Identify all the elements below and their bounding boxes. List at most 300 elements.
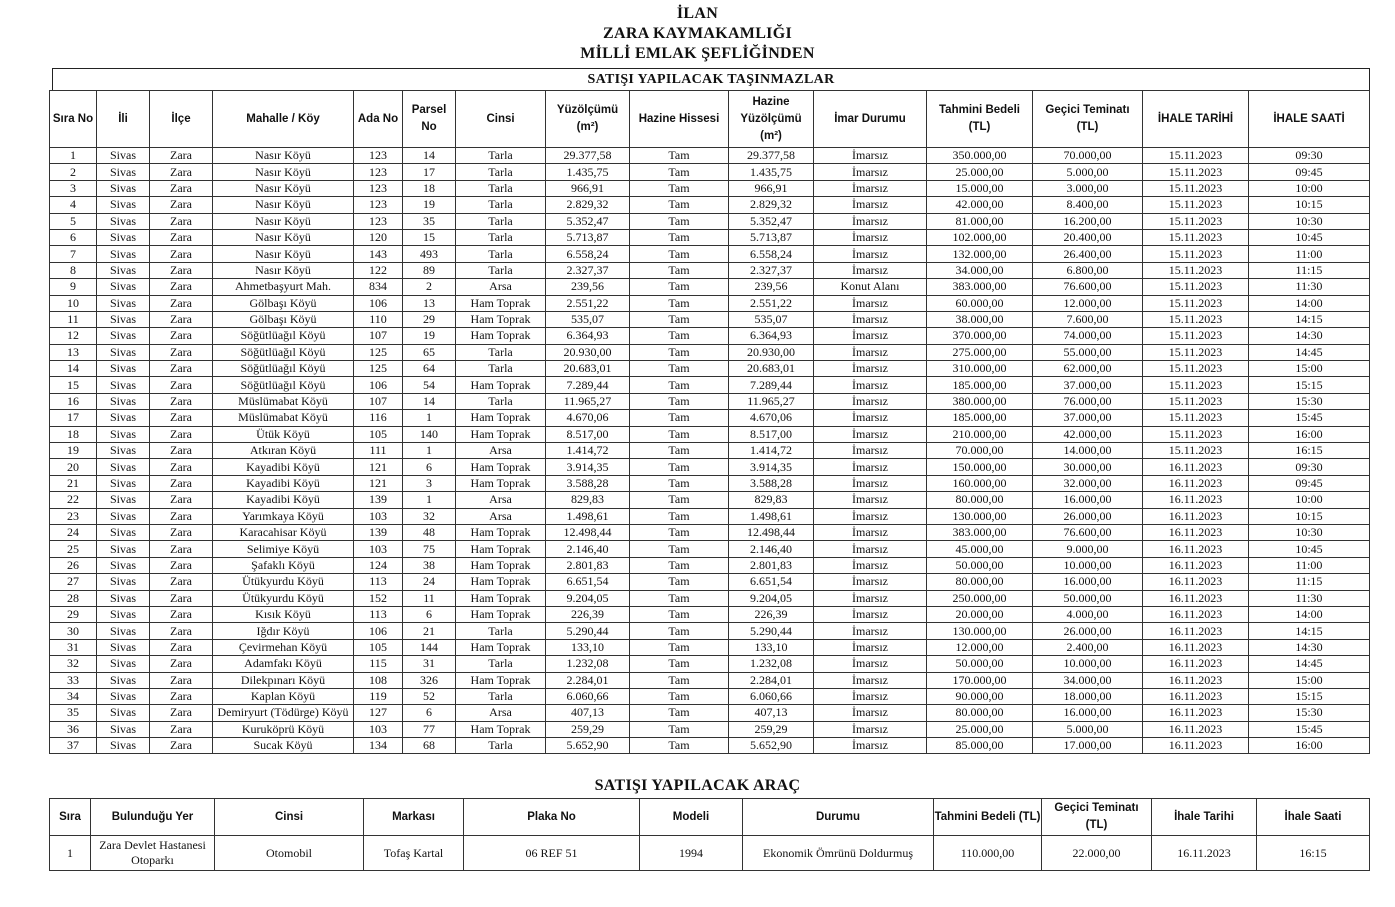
property-table-cell: İmarsız bbox=[814, 180, 927, 196]
property-table-cell: 6.558,24 bbox=[546, 246, 630, 262]
property-table-cell: Tam bbox=[630, 508, 729, 524]
property-table-cell: 2.829,32 bbox=[546, 197, 630, 213]
property-column-header: Parsel No bbox=[403, 91, 456, 148]
property-table-cell: Tam bbox=[630, 541, 729, 557]
property-table-row bbox=[50, 688, 1370, 704]
property-table-cell: 20.000,00 bbox=[927, 606, 1033, 622]
property-table-cell: Zara bbox=[150, 492, 213, 508]
property-table-cell: Tam bbox=[630, 246, 729, 262]
property-table-cell: 15.11.2023 bbox=[1143, 213, 1249, 229]
property-table-cell: 5.352,47 bbox=[546, 213, 630, 229]
property-table-cell: 5.290,44 bbox=[729, 623, 814, 639]
property-table-body bbox=[50, 148, 1370, 754]
property-table-cell: 380.000,00 bbox=[927, 393, 1033, 409]
property-table-cell: Nasır Köyü bbox=[213, 229, 354, 245]
vehicle-table-cell: 22.000,00 bbox=[1042, 836, 1152, 871]
property-table-cell: 140 bbox=[403, 426, 456, 442]
property-table-cell: 113 bbox=[354, 574, 403, 590]
property-table-cell: 29 bbox=[50, 606, 97, 622]
property-table-cell: 52 bbox=[403, 688, 456, 704]
property-table-cell: 11:00 bbox=[1249, 246, 1370, 262]
property-table-cell: Sivas bbox=[97, 229, 150, 245]
property-table-cell: 26.000,00 bbox=[1033, 508, 1143, 524]
property-table-cell: 123 bbox=[354, 197, 403, 213]
property-table-cell: Zara bbox=[150, 311, 213, 327]
property-table-cell: 350.000,00 bbox=[927, 148, 1033, 164]
property-table-cell: 14.000,00 bbox=[1033, 443, 1143, 459]
property-table-cell: Müslümabat Köyü bbox=[213, 393, 354, 409]
property-table-cell: 113 bbox=[354, 606, 403, 622]
property-table-cell: 2.284,01 bbox=[546, 672, 630, 688]
property-table-cell: 29 bbox=[403, 311, 456, 327]
property-column-header: Mahalle / Köy bbox=[213, 91, 354, 148]
property-table-cell: 10:45 bbox=[1249, 229, 1370, 245]
property-table-cell: 125 bbox=[354, 361, 403, 377]
property-table-cell: Zara bbox=[150, 262, 213, 278]
property-table-cell: 185.000,00 bbox=[927, 410, 1033, 426]
property-table-cell: Sivas bbox=[97, 246, 150, 262]
property-table-cell: 4.670,06 bbox=[729, 410, 814, 426]
property-table-cell: Sivas bbox=[97, 213, 150, 229]
property-table-cell: 16.11.2023 bbox=[1143, 623, 1249, 639]
property-table-cell: Ütükyurdu Köyü bbox=[213, 574, 354, 590]
property-table-cell: İmarsız bbox=[814, 524, 927, 540]
property-table-row bbox=[50, 672, 1370, 688]
property-table-cell: 15 bbox=[403, 229, 456, 245]
property-table-row bbox=[50, 377, 1370, 393]
property-table-cell: 2.327,37 bbox=[546, 262, 630, 278]
property-table-cell: 14 bbox=[403, 393, 456, 409]
notice-header bbox=[0, 4, 1395, 64]
property-table-cell: 16.11.2023 bbox=[1143, 738, 1249, 754]
property-table-cell: 493 bbox=[403, 246, 456, 262]
property-table-cell: Zara bbox=[150, 541, 213, 557]
property-table-cell: Sivas bbox=[97, 606, 150, 622]
property-table-cell: Kayadibi Köyü bbox=[213, 492, 354, 508]
property-table-cell: 19 bbox=[50, 443, 97, 459]
property-table-cell: 15.11.2023 bbox=[1143, 164, 1249, 180]
property-table-cell: Zara bbox=[150, 459, 213, 475]
property-table-cell: Tam bbox=[630, 656, 729, 672]
property-table-cell: Tarla bbox=[456, 656, 546, 672]
property-table-cell: 17.000,00 bbox=[1033, 738, 1143, 754]
property-table-cell: 68 bbox=[403, 738, 456, 754]
property-table-cell: 6.651,54 bbox=[729, 574, 814, 590]
property-table-cell: 37.000,00 bbox=[1033, 410, 1143, 426]
property-table-cell: 16.200,00 bbox=[1033, 213, 1143, 229]
property-table-cell: 15:30 bbox=[1249, 705, 1370, 721]
property-table-cell: 6.060,66 bbox=[546, 688, 630, 704]
property-table-cell: Sivas bbox=[97, 459, 150, 475]
property-table-cell: 2.146,40 bbox=[729, 541, 814, 557]
property-table-cell: 30.000,00 bbox=[1033, 459, 1143, 475]
property-column-header: İHALE TARİHİ bbox=[1143, 91, 1249, 148]
property-table-row bbox=[50, 164, 1370, 180]
vehicle-table-cell: 06 REF 51 bbox=[464, 836, 640, 871]
property-table-cell: İmarsız bbox=[814, 606, 927, 622]
property-table-cell: 34.000,00 bbox=[1033, 672, 1143, 688]
property-table-cell: Zara bbox=[150, 377, 213, 393]
property-table-cell: 09:45 bbox=[1249, 475, 1370, 491]
property-table-row bbox=[50, 557, 1370, 573]
property-table-cell: 5 bbox=[50, 213, 97, 229]
property-table-cell: 3.914,35 bbox=[546, 459, 630, 475]
property-table-cell: 15:15 bbox=[1249, 377, 1370, 393]
property-table-cell: 535,07 bbox=[546, 311, 630, 327]
vehicle-table-cell: Tofaş Kartal bbox=[364, 836, 464, 871]
property-table-cell: 20.930,00 bbox=[546, 344, 630, 360]
property-table-cell: Sivas bbox=[97, 688, 150, 704]
property-table-cell: Zara bbox=[150, 721, 213, 737]
property-table-cell: Arsa bbox=[456, 508, 546, 524]
property-table-cell: İmarsız bbox=[814, 262, 927, 278]
property-table-cell: 42.000,00 bbox=[1033, 426, 1143, 442]
property-table-cell: Tam bbox=[630, 361, 729, 377]
property-table-cell: 80.000,00 bbox=[927, 574, 1033, 590]
property-table-cell: 8.517,00 bbox=[546, 426, 630, 442]
property-table-cell: Zara bbox=[150, 639, 213, 655]
property-table-cell: Tarla bbox=[456, 738, 546, 754]
property-table-cell: 6.651,54 bbox=[546, 574, 630, 590]
property-table-cell: 185.000,00 bbox=[927, 377, 1033, 393]
property-table-cell: İmarsız bbox=[814, 229, 927, 245]
property-table-cell: 54 bbox=[403, 377, 456, 393]
property-table-cell: Tam bbox=[630, 590, 729, 606]
property-table-cell: 90.000,00 bbox=[927, 688, 1033, 704]
property-table-cell: 2.801,83 bbox=[546, 557, 630, 573]
property-table-cell: 3.914,35 bbox=[729, 459, 814, 475]
property-table-cell: 16.11.2023 bbox=[1143, 639, 1249, 655]
property-table-cell: Karacahisar Köyü bbox=[213, 524, 354, 540]
property-table-cell: Zara bbox=[150, 656, 213, 672]
property-table-cell: 15.11.2023 bbox=[1143, 295, 1249, 311]
property-table-cell: Tam bbox=[630, 393, 729, 409]
property-table-cell: Tam bbox=[630, 164, 729, 180]
property-table-cell: 144 bbox=[403, 639, 456, 655]
property-table-cell: 18.000,00 bbox=[1033, 688, 1143, 704]
property-table-cell: Zara bbox=[150, 574, 213, 590]
property-table-cell: Tam bbox=[630, 606, 729, 622]
property-table-cell: 123 bbox=[354, 148, 403, 164]
property-table-cell: 16.11.2023 bbox=[1143, 508, 1249, 524]
property-table-cell: 13 bbox=[50, 344, 97, 360]
property-table-cell: 13 bbox=[403, 295, 456, 311]
property-table-cell: Tarla bbox=[456, 229, 546, 245]
property-table-row bbox=[50, 623, 1370, 639]
property-table-cell: 14:30 bbox=[1249, 328, 1370, 344]
property-table-cell: Ham Toprak bbox=[456, 590, 546, 606]
property-table-cell: Tam bbox=[630, 524, 729, 540]
property-table-cell: 10:30 bbox=[1249, 524, 1370, 540]
property-table-cell: İmarsız bbox=[814, 705, 927, 721]
property-table-cell: İmarsız bbox=[814, 574, 927, 590]
property-table-cell: 259,29 bbox=[546, 721, 630, 737]
property-table-cell: Ham Toprak bbox=[456, 606, 546, 622]
property-table-cell: Söğütlüağıl Köyü bbox=[213, 377, 354, 393]
property-table-cell: 259,29 bbox=[729, 721, 814, 737]
property-table-cell: 6.364,93 bbox=[729, 328, 814, 344]
property-table-cell: 16.000,00 bbox=[1033, 574, 1143, 590]
property-table-cell: 106 bbox=[354, 377, 403, 393]
property-column-header: İmar Durumu bbox=[814, 91, 927, 148]
property-table-cell: Sivas bbox=[97, 492, 150, 508]
property-table-cell: 10.000,00 bbox=[1033, 557, 1143, 573]
property-table-cell: 8 bbox=[50, 262, 97, 278]
property-column-header: Hazine Hissesi bbox=[630, 91, 729, 148]
property-table-cell: 20.683,01 bbox=[546, 361, 630, 377]
property-table-cell: Tarla bbox=[456, 246, 546, 262]
property-table-cell: Arsa bbox=[456, 279, 546, 295]
property-table-cell: 11:15 bbox=[1249, 262, 1370, 278]
property-table-cell: Tam bbox=[630, 426, 729, 442]
property-table-cell: Tarla bbox=[456, 262, 546, 278]
vehicle-table-body bbox=[50, 836, 1370, 871]
property-table-cell: Sivas bbox=[97, 148, 150, 164]
notice-title: İLAN bbox=[676, 5, 719, 22]
property-table-cell: 20.683,01 bbox=[729, 361, 814, 377]
property-table-cell: Sivas bbox=[97, 623, 150, 639]
property-table-cell: 15:00 bbox=[1249, 361, 1370, 377]
property-table-row bbox=[50, 721, 1370, 737]
property-table-cell: 15.11.2023 bbox=[1143, 393, 1249, 409]
property-table-cell: Zara bbox=[150, 180, 213, 196]
property-table-cell: 8.400,00 bbox=[1033, 197, 1143, 213]
property-table-cell: 11.965,27 bbox=[729, 393, 814, 409]
property-table-cell: 6 bbox=[403, 705, 456, 721]
property-table-cell: Ham Toprak bbox=[456, 426, 546, 442]
property-table-cell: Tam bbox=[630, 344, 729, 360]
property-table-cell: 21 bbox=[403, 623, 456, 639]
property-table-row bbox=[50, 574, 1370, 590]
property-table-cell: 7.289,44 bbox=[546, 377, 630, 393]
property-table-cell: Tarla bbox=[456, 688, 546, 704]
property-table-cell: 15.11.2023 bbox=[1143, 328, 1249, 344]
property-table-cell: Zara bbox=[150, 410, 213, 426]
property-table-cell: 1.498,61 bbox=[546, 508, 630, 524]
property-table-cell: 130.000,00 bbox=[927, 623, 1033, 639]
property-table-cell: 37.000,00 bbox=[1033, 377, 1143, 393]
property-table-row bbox=[50, 410, 1370, 426]
property-table-cell: Tam bbox=[630, 180, 729, 196]
property-table-cell: 15 bbox=[50, 377, 97, 393]
property-table-cell: Sivas bbox=[97, 590, 150, 606]
property-table-cell: 407,13 bbox=[729, 705, 814, 721]
property-table-cell: Arsa bbox=[456, 492, 546, 508]
property-table-cell: 122 bbox=[354, 262, 403, 278]
property-table-cell: 34.000,00 bbox=[927, 262, 1033, 278]
property-table-cell: Zara bbox=[150, 148, 213, 164]
property-table-cell: 8.517,00 bbox=[729, 426, 814, 442]
property-table-cell: Tam bbox=[630, 410, 729, 426]
property-table-cell: Çevirmehan Köyü bbox=[213, 639, 354, 655]
property-table-cell: 119 bbox=[354, 688, 403, 704]
property-table-cell: 107 bbox=[354, 328, 403, 344]
property-table-cell: Sivas bbox=[97, 262, 150, 278]
property-table-cell: Tam bbox=[630, 639, 729, 655]
property-table-cell: İmarsız bbox=[814, 557, 927, 573]
property-table-cell: Nasır Köyü bbox=[213, 213, 354, 229]
property-table-cell: 11 bbox=[50, 311, 97, 327]
property-table-cell: Ham Toprak bbox=[456, 459, 546, 475]
property-table-cell: Zara bbox=[150, 524, 213, 540]
property-table-cell: Zara bbox=[150, 361, 213, 377]
vehicle-column-header: İhale Saati bbox=[1257, 799, 1370, 836]
property-table-cell: 275.000,00 bbox=[927, 344, 1033, 360]
property-table-cell: Ham Toprak bbox=[456, 574, 546, 590]
property-table-cell: Ham Toprak bbox=[456, 475, 546, 491]
property-table-cell: 11:00 bbox=[1249, 557, 1370, 573]
property-table-cell: 103 bbox=[354, 541, 403, 557]
property-table-cell: Zara bbox=[150, 688, 213, 704]
property-table-row bbox=[50, 443, 1370, 459]
property-table-cell: Nasır Köyü bbox=[213, 148, 354, 164]
property-table-cell: Söğütlüağıl Köyü bbox=[213, 328, 354, 344]
property-table-cell: 239,56 bbox=[546, 279, 630, 295]
property-table-cell: 22 bbox=[50, 492, 97, 508]
property-table-cell: 14:15 bbox=[1249, 623, 1370, 639]
property-table-cell: Tam bbox=[630, 377, 729, 393]
property-table-cell: 85.000,00 bbox=[927, 738, 1033, 754]
property-table-cell: Adamfakı Köyü bbox=[213, 656, 354, 672]
property-table-cell: 11:15 bbox=[1249, 574, 1370, 590]
property-table-cell: Sivas bbox=[97, 738, 150, 754]
property-table-cell: 15:30 bbox=[1249, 393, 1370, 409]
property-table-cell: İmarsız bbox=[814, 656, 927, 672]
property-table-cell: 31 bbox=[50, 639, 97, 655]
property-column-header: Tahmini Bedeli (TL) bbox=[927, 91, 1033, 148]
property-table-cell: 14:45 bbox=[1249, 344, 1370, 360]
property-table-cell: 1 bbox=[403, 443, 456, 459]
property-table-cell: 15.000,00 bbox=[927, 180, 1033, 196]
property-table-cell: 1 bbox=[50, 148, 97, 164]
property-table-cell: İmarsız bbox=[814, 164, 927, 180]
property-table-cell: İmarsız bbox=[814, 508, 927, 524]
vehicle-table-cell: Otomobil bbox=[215, 836, 364, 871]
property-table-cell: 15.11.2023 bbox=[1143, 197, 1249, 213]
property-table-cell: 35 bbox=[50, 705, 97, 721]
property-table-cell: Zara bbox=[150, 295, 213, 311]
property-table-cell: 3.588,28 bbox=[546, 475, 630, 491]
property-table-row bbox=[50, 197, 1370, 213]
property-table-cell: Kayadibi Köyü bbox=[213, 475, 354, 491]
property-table-cell: 10:15 bbox=[1249, 508, 1370, 524]
property-table-cell: 210.000,00 bbox=[927, 426, 1033, 442]
property-table-cell: 16.11.2023 bbox=[1143, 705, 1249, 721]
property-table-cell: 80.000,00 bbox=[927, 492, 1033, 508]
property-table-cell: 127 bbox=[354, 705, 403, 721]
property-table-cell: İmarsız bbox=[814, 459, 927, 475]
property-table-cell: İmarsız bbox=[814, 410, 927, 426]
property-table-cell: Tarla bbox=[456, 623, 546, 639]
property-table-cell: Tam bbox=[630, 492, 729, 508]
property-table-cell: 326 bbox=[403, 672, 456, 688]
property-table-cell: 15.11.2023 bbox=[1143, 426, 1249, 442]
property-table-cell: 106 bbox=[354, 295, 403, 311]
property-table-cell: 29.377,58 bbox=[729, 148, 814, 164]
property-table-cell: 108 bbox=[354, 672, 403, 688]
property-column-header: İli bbox=[97, 91, 150, 148]
property-table-cell: Zara bbox=[150, 197, 213, 213]
property-table-cell: 132.000,00 bbox=[927, 246, 1033, 262]
property-table-cell: 5.000,00 bbox=[1033, 164, 1143, 180]
property-table-cell: 123 bbox=[354, 164, 403, 180]
property-table-cell: Sivas bbox=[97, 164, 150, 180]
property-table-cell: 25.000,00 bbox=[927, 721, 1033, 737]
property-table-cell: Ham Toprak bbox=[456, 721, 546, 737]
property-table-cell: Zara bbox=[150, 508, 213, 524]
property-column-header: İlçe bbox=[150, 91, 213, 148]
property-table-cell: İmarsız bbox=[814, 377, 927, 393]
property-table-cell: İmarsız bbox=[814, 492, 927, 508]
property-table-cell: 10 bbox=[50, 295, 97, 311]
property-table-cell: 116 bbox=[354, 410, 403, 426]
property-table-cell: 250.000,00 bbox=[927, 590, 1033, 606]
property-table-cell: 16.11.2023 bbox=[1143, 492, 1249, 508]
issuer-subline: MİLLİ EMLAK ŞEFLİĞİNDEN bbox=[580, 45, 815, 62]
property-table-cell: Zara bbox=[150, 672, 213, 688]
vehicle-column-header: İhale Tarihi bbox=[1152, 799, 1257, 836]
property-table-row bbox=[50, 295, 1370, 311]
property-table-cell: 12.000,00 bbox=[1033, 295, 1143, 311]
property-table-cell: 7.600,00 bbox=[1033, 311, 1143, 327]
property-table-cell: Sucak Köyü bbox=[213, 738, 354, 754]
property-table-cell: Kısık Köyü bbox=[213, 606, 354, 622]
property-table-cell: 1 bbox=[403, 410, 456, 426]
property-table-cell: 20.930,00 bbox=[729, 344, 814, 360]
property-column-header: Cinsi bbox=[456, 91, 546, 148]
property-table-cell: 09:30 bbox=[1249, 148, 1370, 164]
property-table-cell: 12.498,44 bbox=[546, 524, 630, 540]
property-table-cell: 535,07 bbox=[729, 311, 814, 327]
vehicle-column-header: Plaka No bbox=[464, 799, 640, 836]
property-table-cell: Tam bbox=[630, 262, 729, 278]
property-table-row bbox=[50, 180, 1370, 196]
property-table-cell: 226,39 bbox=[729, 606, 814, 622]
property-table-cell: Sivas bbox=[97, 705, 150, 721]
property-table-cell: İmarsız bbox=[814, 721, 927, 737]
property-table-cell: 2.829,32 bbox=[729, 197, 814, 213]
property-column-header: İHALE SAATİ bbox=[1249, 91, 1370, 148]
property-table-cell: 15.11.2023 bbox=[1143, 361, 1249, 377]
vehicle-column-header: Geçici Teminatı (TL) bbox=[1042, 799, 1152, 836]
property-table-cell: 1.414,72 bbox=[546, 443, 630, 459]
property-column-header: Sıra No bbox=[50, 91, 97, 148]
property-table-cell: Sivas bbox=[97, 541, 150, 557]
property-table-cell: 65 bbox=[403, 344, 456, 360]
property-table-cell: 110 bbox=[354, 311, 403, 327]
property-table-cell: Sivas bbox=[97, 377, 150, 393]
property-table-cell: Sivas bbox=[97, 475, 150, 491]
property-table-cell: 383.000,00 bbox=[927, 524, 1033, 540]
property-table-cell: 26.400,00 bbox=[1033, 246, 1143, 262]
property-table-cell: Tarla bbox=[456, 180, 546, 196]
property-table-cell: 2.146,40 bbox=[546, 541, 630, 557]
property-table-cell: Ham Toprak bbox=[456, 410, 546, 426]
property-table-cell: 15.11.2023 bbox=[1143, 229, 1249, 245]
property-table-cell: Ham Toprak bbox=[456, 541, 546, 557]
property-table-cell: 15.11.2023 bbox=[1143, 148, 1249, 164]
property-table-row bbox=[50, 475, 1370, 491]
property-table-cell: Zara bbox=[150, 344, 213, 360]
property-table-cell: Zara bbox=[150, 213, 213, 229]
property-table-cell: Zara bbox=[150, 738, 213, 754]
property-table-cell: 21 bbox=[50, 475, 97, 491]
property-table-cell: 15.11.2023 bbox=[1143, 410, 1249, 426]
property-table-cell: 80.000,00 bbox=[927, 705, 1033, 721]
vehicle-table-row bbox=[50, 836, 1370, 871]
property-table-cell: Tam bbox=[630, 459, 729, 475]
vehicle-section-title: SATIŞI YAPILACAK ARAÇ bbox=[594, 777, 801, 794]
